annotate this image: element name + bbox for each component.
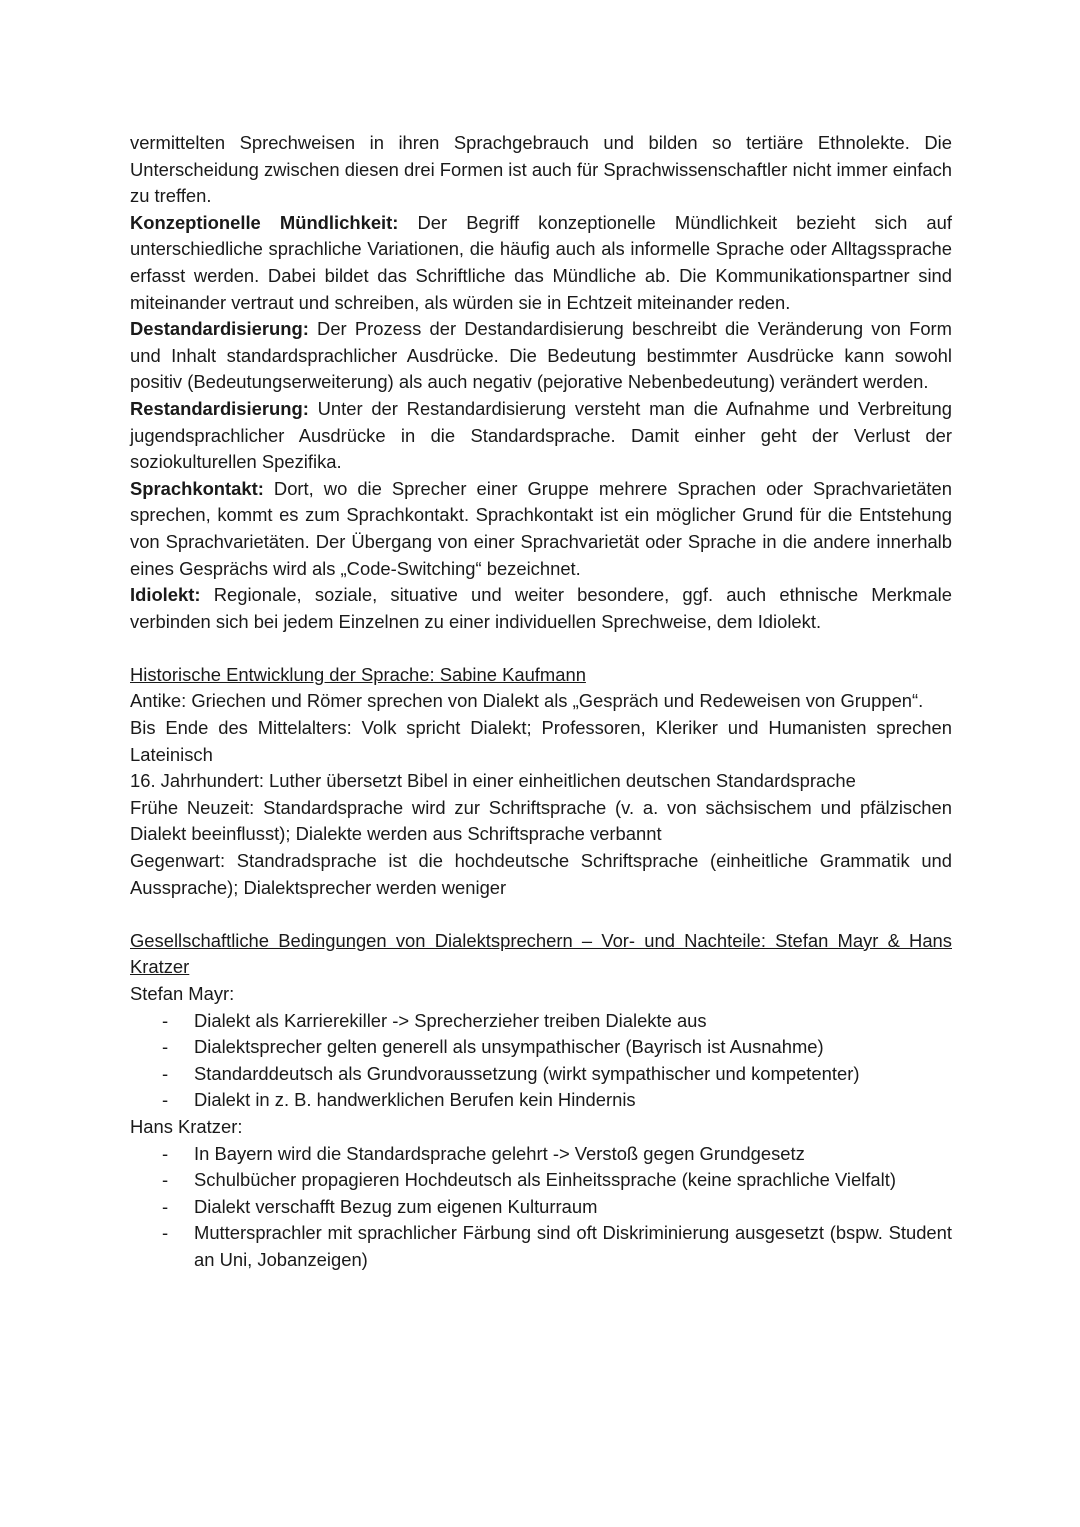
definition-text: Unter der Restandardisierung versteht man die Aufnahme und Verbreitung jugendsprachlicher Ausdrücke in die Standardsprache. Damit einher geht der Verlust der soziokulturellen Spezifika. bbox=[130, 397, 952, 473]
list-item bbox=[130, 1034, 952, 1061]
list-item-text: Standarddeutsch als Grundvoraussetzung (wirkt sympathischer und kompetenter) bbox=[194, 1062, 860, 1084]
definition-sprachkontakt bbox=[130, 476, 952, 582]
history-heading: Historische Entwicklung der Sprache: Sabine Kaufmann bbox=[130, 663, 586, 685]
definition-text: Dort, wo die Sprecher einer Gruppe mehrere Sprachen oder Sprachvarietäten sprechen, kommt es zum Sprachkontakt. Sprachkontakt ist ein möglicher Grund für die Entstehung von Sprachvarietäten. Der Übergang von einer Sprachvarietät oder Sprache in die andere innerhalb eines Gesprächs wird als „Code-Switching“ bezeichnet. bbox=[130, 477, 952, 579]
list-item bbox=[130, 1167, 952, 1194]
bullet-dash: - bbox=[162, 1195, 169, 1217]
definition-restandardisierung bbox=[130, 396, 952, 476]
history-line-fruehe-neuzeit: Frühe Neuzeit: Standardsprache wird zur Schriftsprache (v. a. von sächsischem und pfälzischen Dialekt beeinflusst); Dialekte werden aus Schriftsprache verbannt bbox=[130, 796, 952, 845]
bullet-list-hans-kratzer bbox=[130, 1141, 952, 1274]
definition-text: Der Begriff konzeptionelle Mündlichkeit bezieht sich auf unterschiedliche sprachliche Variationen, die häufig auch als informelle Sprache oder Alltagssprache erfasst werden. Dabei bildet das Schriftliche das Mündliche ab. Die Kommunikationspartner sind miteinander vertraut und schreiben, als würden sie in Echtzeit miteinander reden. bbox=[130, 211, 952, 313]
bullet-dash: - bbox=[162, 1142, 169, 1164]
definition-destandardisierung bbox=[130, 316, 952, 396]
list-item-text: In Bayern wird die Standardsprache gelehrt -> Verstoß gegen Grundgesetz bbox=[194, 1142, 805, 1164]
definition-text: Der Prozess der Destandardisierung beschreibt die Veränderung von Form und Inhalt standardsprachlicher Ausdrücke. Die Bedeutung bestimmter Ausdrücke kann sowohl positiv (Bedeutungserweiterung) als auch negativ (pejorative Nebenbedeutung) verändert werden. bbox=[130, 318, 952, 393]
document-page bbox=[130, 130, 952, 1274]
group-name-stefan-mayr: Stefan Mayr: bbox=[130, 983, 235, 1004]
section-spacer bbox=[130, 635, 952, 662]
definition-term: Restandardisierung: bbox=[130, 397, 309, 419]
list-item-text: Schulbücher propagieren Hochdeutsch als Einheitssprache (keine sprachliche Vielfalt) bbox=[194, 1169, 896, 1191]
definition-text: Regionale, soziale, situative und weiter besondere, ggf. auch ethnische Merkmale verbinden sich bei jedem Einzelnen zu einer individuellen Sprechweise, dem Idiolekt. bbox=[130, 584, 952, 632]
definition-term: Konzeptionelle Mündlichkeit: bbox=[130, 211, 399, 233]
definition-idiolekt bbox=[130, 582, 952, 635]
list-item-text: Dialekt verschafft Bezug zum eigenen Kulturraum bbox=[194, 1195, 598, 1217]
definition-term: Idiolekt: bbox=[130, 584, 201, 606]
list-item bbox=[130, 1194, 952, 1221]
bullet-dash: - bbox=[162, 1062, 169, 1084]
list-item-text: Dialektsprecher gelten generell als unsympathischer (Bayrisch ist Ausnahme) bbox=[194, 1036, 824, 1058]
list-item-text: Dialekt als Karrierekiller -> Sprecherzieher treiben Dialekte aus bbox=[194, 1009, 707, 1031]
bullet-dash: - bbox=[162, 1169, 169, 1191]
list-item bbox=[130, 1220, 952, 1273]
bullet-dash: - bbox=[162, 1222, 169, 1244]
intro-paragraph: vermittelten Sprechweisen in ihren Sprachgebrauch und bilden so tertiäre Ethnolekte. Die Unterscheidung zwischen diesen drei Formen ist auch für Sprachwissenschaftler nicht immer einfach zu treffen. bbox=[130, 132, 952, 207]
list-item-text: Muttersprachler mit sprachlicher Färbung sind oft Diskriminierung ausgesetzt (bspw. Student an Uni, Jobanzeigen) bbox=[194, 1222, 952, 1270]
bullet-list-stefan-mayr bbox=[130, 1008, 952, 1114]
list-item bbox=[130, 1087, 952, 1114]
society-heading: Gesellschaftliche Bedingungen von Dialektsprechern – Vor- und Nachteile: Stefan Mayr & Hans Kratzer bbox=[130, 929, 952, 978]
history-line-mittelalter: Bis Ende des Mittelalters: Volk spricht Dialekt; Professoren, Kleriker und Humanisten sprechen Lateinisch bbox=[130, 717, 952, 765]
history-line-gegenwart: Gegenwart: Standradsprache ist die hochdeutsche Schriftsprache (einheitliche Grammatik und Aussprache); Dialektsprecher werden weniger bbox=[130, 850, 952, 898]
definition-term: Destandardisierung: bbox=[130, 318, 309, 340]
bullet-dash: - bbox=[162, 1089, 169, 1111]
bullet-dash: - bbox=[162, 1036, 169, 1058]
list-item bbox=[130, 1061, 952, 1088]
list-item bbox=[130, 1008, 952, 1035]
history-line-antike: Antike: Griechen und Römer sprechen von Dialekt als „Gespräch und Redeweisen von Gruppen“. bbox=[130, 690, 924, 712]
history-line-16-jahrhundert: 16. Jahrhundert: Luther übersetzt Bibel in einer einheitlichen deutschen Standardsprache bbox=[130, 770, 856, 792]
list-item-text: Dialekt in z. B. handwerklichen Berufen kein Hindernis bbox=[194, 1089, 636, 1111]
definition-konzeptionelle-muendlichkeit bbox=[130, 210, 952, 316]
list-item bbox=[130, 1141, 952, 1168]
bullet-dash: - bbox=[162, 1009, 169, 1031]
group-name-hans-kratzer: Hans Kratzer: bbox=[130, 1115, 243, 1137]
definition-term: Sprachkontakt: bbox=[130, 477, 264, 499]
section-spacer bbox=[130, 901, 952, 928]
